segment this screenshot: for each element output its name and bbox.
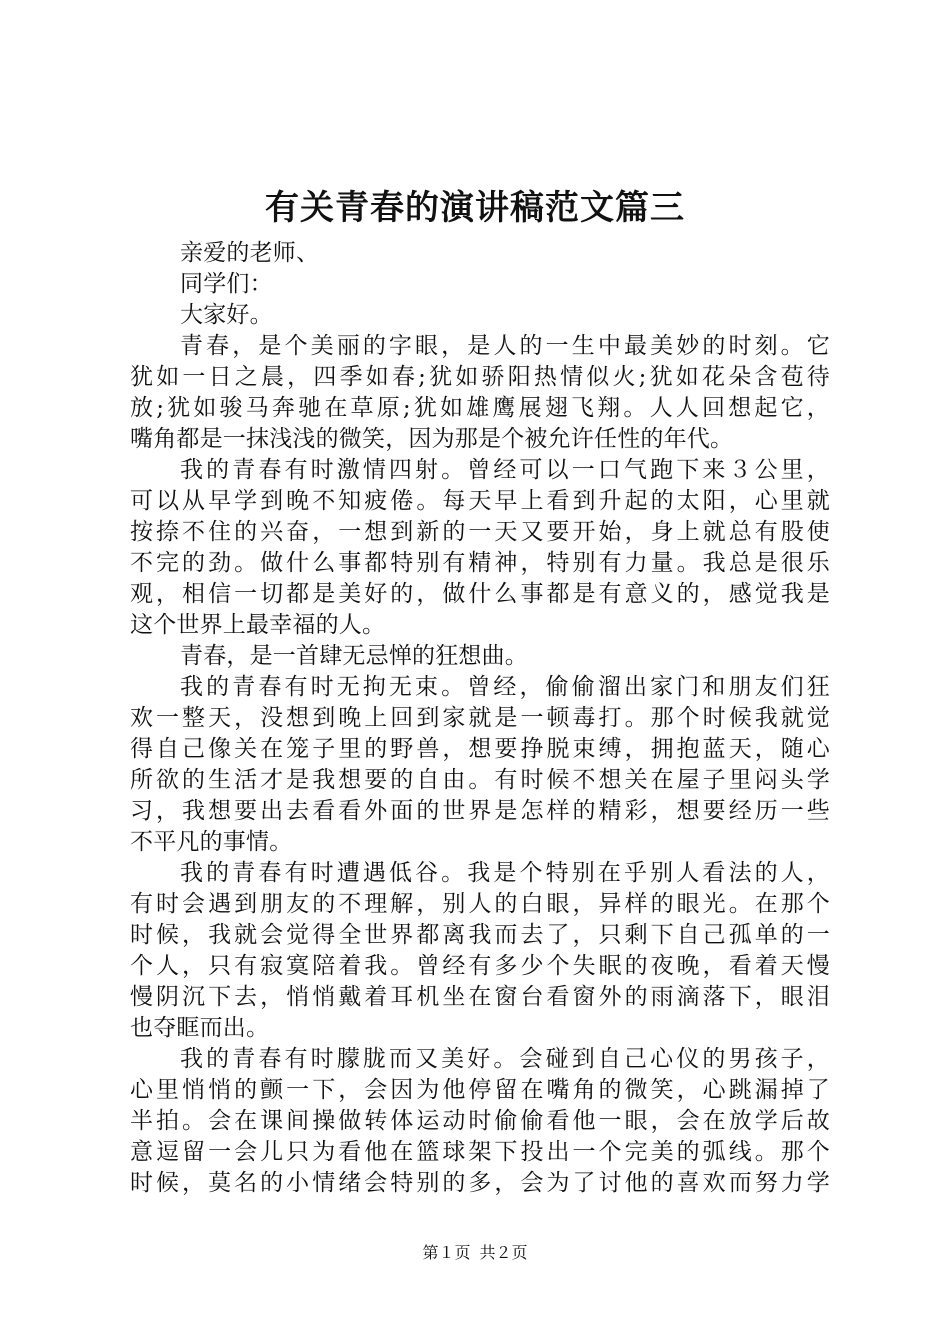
text-line: 慢阴沉下去，悄悄戴着耳机坐在窗台看窗外的雨滴落下，眼泪: [130, 984, 830, 1010]
text-line: 我的青春有时遭遇低谷。我是个特别在乎别人看法的人，: [180, 860, 830, 886]
page-total: 共２页: [479, 1243, 528, 1262]
document-title: 有关青春的演讲稿范文篇三: [265, 188, 685, 228]
text-line: 心里悄悄的颤一下，会因为他停留在嘴角的微笑，心跳漏掉了: [130, 1077, 830, 1103]
text-line: 习，我想要出去看看外面的世界是怎样的精彩，想要经历一些: [130, 798, 830, 824]
text-line: 观，相信一切都是美好的，做什么事都是有意义的，感觉我是: [130, 581, 830, 607]
text-line: 青春，是一首肆无忌惮的狂想曲。: [180, 643, 528, 669]
text-line: 我的青春有时朦胧而又美好。会碰到自己心仪的男孩子，: [180, 1046, 830, 1072]
text-line: 放;犹如骏马奔驰在草原;犹如雄鹰展翅飞翔。人人回想起它，: [130, 395, 830, 421]
text-line: 不完的劲。做什么事都特别有精神，特别有力量。我总是很乐: [130, 550, 830, 576]
text-line: 这个世界上最幸福的人。: [130, 612, 386, 638]
text-line: 亲爱的老师、: [180, 240, 320, 266]
text-line: 欢一整天，没想到晚上回到家就是一顿毒打。那个时候我就觉: [130, 705, 830, 731]
text-line: 同学们：: [180, 271, 273, 297]
text-line: 犹如一日之晨，四季如春;犹如骄阳热情似火;犹如花朵含苞待: [130, 364, 830, 390]
text-line: 有时会遇到朋友的不理解，别人的白眼，异样的眼光。在那个: [130, 891, 830, 917]
page-number: 第１页: [422, 1243, 471, 1262]
text-line: 意逗留一会儿只为看他在篮球架下投出一个完美的弧线。那个: [130, 1139, 830, 1165]
text-line: 也夺眶而出。: [130, 1015, 270, 1041]
text-line: 按捺不住的兴奋，一想到新的一天又要开始，身上就总有股使: [130, 519, 830, 545]
text-line: 所欲的生活才是我想要的自由。有时候不想关在屋子里闷头学: [130, 767, 830, 793]
text-line: 可以从早学到晚不知疲倦。每天早上看到升起的太阳，心里就: [130, 488, 830, 514]
text-line: 大家好。: [180, 302, 273, 328]
text-line: 时候，莫名的小情绪会特别的多，会为了讨他的喜欢而努力学: [130, 1170, 830, 1196]
text-line: 嘴角都是一抹浅浅的微笑，因为那是个被允许任性的年代。: [130, 426, 734, 452]
document-body: [130, 238, 830, 1199]
text-line: 半拍。会在课间操做转体运动时偷偷看他一眼，会在放学后故: [130, 1108, 830, 1134]
text-line: 时候，我就会觉得全世界都离我而去了，只剩下自己孤单的一: [130, 922, 830, 948]
text-line: 我的青春有时激情四射。曾经可以一口气跑下来３公里，: [180, 457, 830, 483]
text-line: 得自己像关在笼子里的野兽，想要挣脱束缚，拥抱蓝天，随心: [130, 736, 830, 762]
page-footer: [0, 1241, 950, 1265]
text-line: 青春，是个美丽的字眼，是人的一生中最美妙的时刻。它: [180, 333, 830, 359]
text-line: 个人，只有寂寞陪着我。曾经有多少个失眠的夜晚，看着天慢: [130, 953, 830, 979]
text-line: 我的青春有时无拘无束。曾经，偷偷溜出家门和朋友们狂: [180, 674, 830, 700]
text-line: 不平凡的事情。: [130, 829, 293, 855]
